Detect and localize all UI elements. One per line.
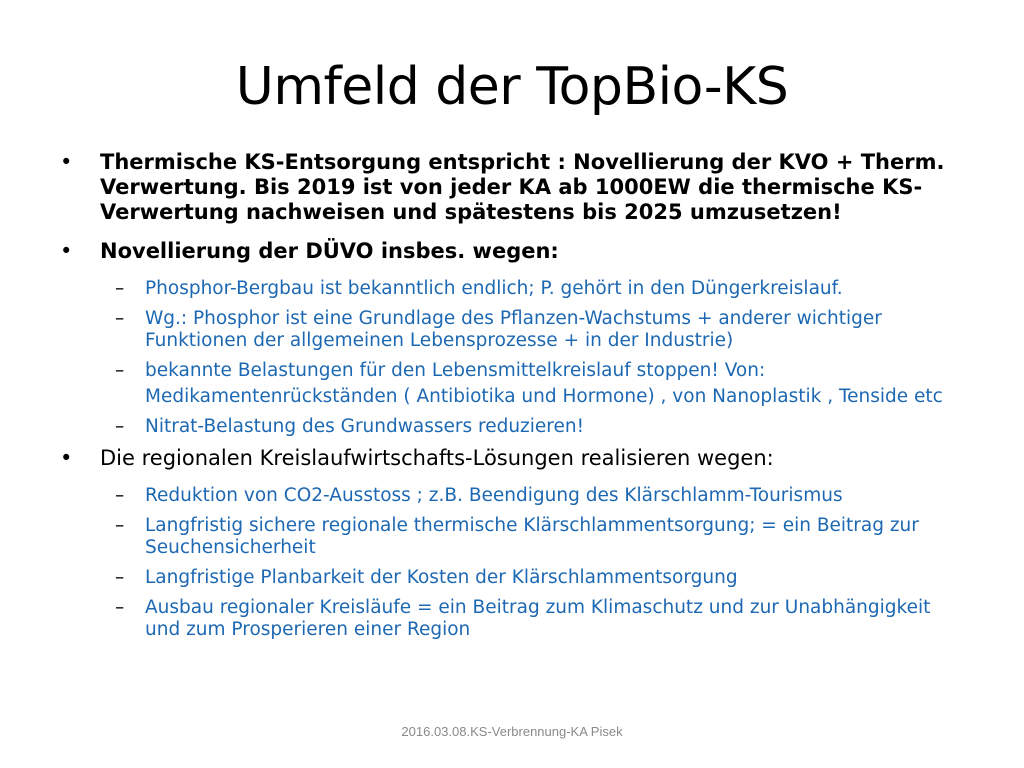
sub-bullet-text: Langfristig sichere regionale thermische Klärschlammentsorgung; = ein Beitrag zur Seuchensicherheit bbox=[145, 515, 919, 558]
sub-bullet-item bbox=[60, 485, 960, 507]
sub-bullet-text: bekannte Belastungen für den Lebensmittelkreislauf stoppen! Von: bbox=[145, 360, 766, 381]
sub-bullet-item bbox=[60, 567, 960, 589]
bullet-item bbox=[60, 446, 960, 471]
sub-bullet-item bbox=[60, 515, 960, 559]
bullet-item bbox=[60, 150, 960, 225]
sub-bullet-item bbox=[60, 416, 960, 438]
dash-icon: – bbox=[115, 416, 125, 437]
dash-icon: – bbox=[115, 278, 125, 299]
bullet-dot-icon: • bbox=[60, 239, 73, 263]
sub-bullet-item bbox=[60, 597, 960, 641]
dash-icon: – bbox=[115, 308, 125, 329]
sub-bullet-item bbox=[60, 360, 960, 382]
bullet-text: Thermische KS-Entsorgung entspricht : Novellierung der KVO + Therm. Verwertung. Bis 2019 ist von jeder KA ab 1000EW die thermische KS-Verwertung nachweisen und spätestens bis 2025 umzusetzen! bbox=[100, 150, 945, 224]
sub-bullet-text: Ausbau regionaler Kreisläufe = ein Beitrag zum Klimaschutz und zur Unabhängigkeit und zum Prosperieren einer Region bbox=[145, 597, 931, 640]
sub-bullet-continuation bbox=[60, 386, 960, 408]
dash-icon: – bbox=[115, 515, 125, 536]
bullet-item bbox=[60, 239, 960, 264]
bullet-dot-icon: • bbox=[60, 446, 73, 470]
sub-bullet-text: Medikamentenrückständen ( Antibiotika und Hormone) , von Nanoplastik , Tenside etc bbox=[145, 386, 943, 407]
sub-bullet-text: Phosphor-Bergbau ist bekanntlich endlich; P. gehört in den Düngerkreislauf. bbox=[145, 278, 843, 299]
bullet-text: Novellierung der DÜVO insbes. wegen: bbox=[100, 239, 559, 263]
slide-title: Umfeld der TopBio-KS bbox=[235, 57, 789, 117]
slide-footer: 2016.03.08.KS-Verbrennung-KA Pisek bbox=[401, 724, 623, 739]
dash-icon: – bbox=[115, 597, 125, 618]
sub-bullet-item bbox=[60, 278, 960, 300]
sub-bullet-text: Langfristige Planbarkeit der Kosten der Klärschlammentsorgung bbox=[145, 567, 738, 588]
dash-icon: – bbox=[115, 485, 125, 506]
sub-bullet-text: Wg.: Phosphor ist eine Grundlage des Pflanzen-Wachstums + anderer wichtiger Funktionen der allgemeinen Lebensprozesse + in der Industrie) bbox=[145, 308, 882, 351]
bullet-dot-icon: • bbox=[60, 150, 73, 174]
sub-bullet-item bbox=[60, 308, 960, 352]
sub-bullet-text: Nitrat-Belastung des Grundwassers reduzieren! bbox=[145, 416, 584, 437]
dash-icon: – bbox=[115, 567, 125, 588]
dash-icon: – bbox=[115, 360, 125, 381]
slide-content bbox=[60, 150, 960, 649]
sub-bullet-text: Reduktion von CO2-Ausstoss ; z.B. Beendigung des Klärschlamm-Tourismus bbox=[145, 485, 843, 506]
bullet-text: Die regionalen Kreislaufwirtschafts-Lösungen realisieren wegen: bbox=[100, 446, 774, 470]
